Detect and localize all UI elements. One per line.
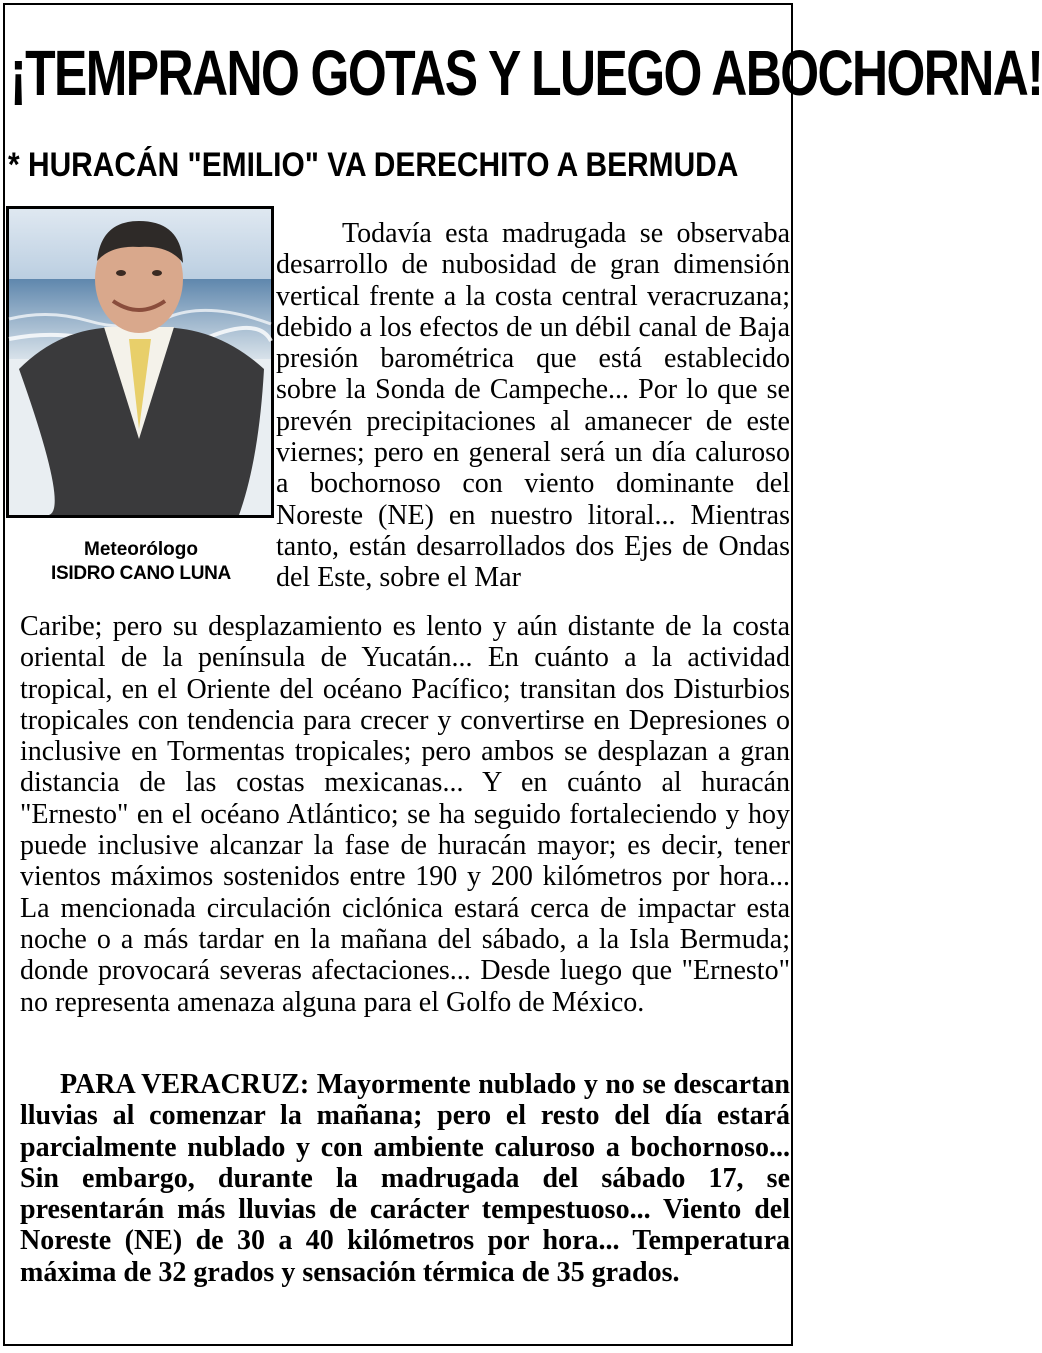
photo-caption: [10, 538, 272, 586]
article-paragraph-1-bottom: Caribe; pero su desplazamiento es lento y aún distante de la costa oriental de la península de Yucatán... En cuánto a la actividad tropical, en el Oriente del océano Pacífico; transitan dos Disturbios tropicales con tendencia para crecer y convertirse en Depresiones o inclusive en Tormentas tropicales; pero ambos se desplazan a gran distancia de las costas mexicanas... Y en cuánto al huracán "Ernesto" en el océano Atlántico; se ha seguido fortaleciendo y hoy puede inclusive alcanzar la fase de huracán mayor; es decir, tener vientos máximos sostenidos entre 190 y 200 kilómetros por hora... La mencionada circulación ciclónica estará cerca de impactar esta noche o a más tardar en la mañana del sábado, a la Isla Bermuda; donde provocará severas afectaciones... Desde luego que "Ernesto" no representa amenaza alguna para el Golfo de México.: [20, 611, 790, 1018]
author-photo: [6, 206, 274, 518]
article-paragraph-1-top: Todavía esta madrugada se observaba desarrollo de nubosidad de gran dimensión vertical frente a la costa central veracruzana; debido a los efectos de un débil canal de Baja presión barométrica que está establecido sobre la Sonda de Campeche... Por lo que se prevén precipitaciones al amanecer de este viernes; pero en general será un día caluroso a bochornoso con viento dominante del Noreste (NE) en nuestro litoral... Mientras tanto, están desarrollados dos Ejes de Ondas del Este, sobre el Mar: [276, 218, 790, 594]
caption-role: Meteorólogo: [84, 539, 198, 560]
caption-name: ISIDRO CANO LUNA: [51, 563, 231, 584]
portrait-image: [9, 209, 271, 515]
headline: ¡TEMPRANO GOTAS Y LUEGO ABOCHORNA!: [10, 37, 1042, 109]
article-paragraph-veracruz: PARA VERACRUZ: Mayormente nublado y no se descartan lluvias al comenzar la mañana; pero el resto del día estará parcialmente nublado y con ambiente caluroso a bochornoso... Sin embargo, durante la madrugada del sábado 17, se presentarán más lluvias de carácter tempestuoso... Viento del Noreste (NE) de 30 a 40 kilómetros por hora... Temperatura máxima de 32 grados y sensación térmica de 35 grados.: [20, 1069, 790, 1288]
subheadline: * HURACÁN "EMILIO" VA DERECHITO A BERMUDA: [8, 146, 739, 184]
